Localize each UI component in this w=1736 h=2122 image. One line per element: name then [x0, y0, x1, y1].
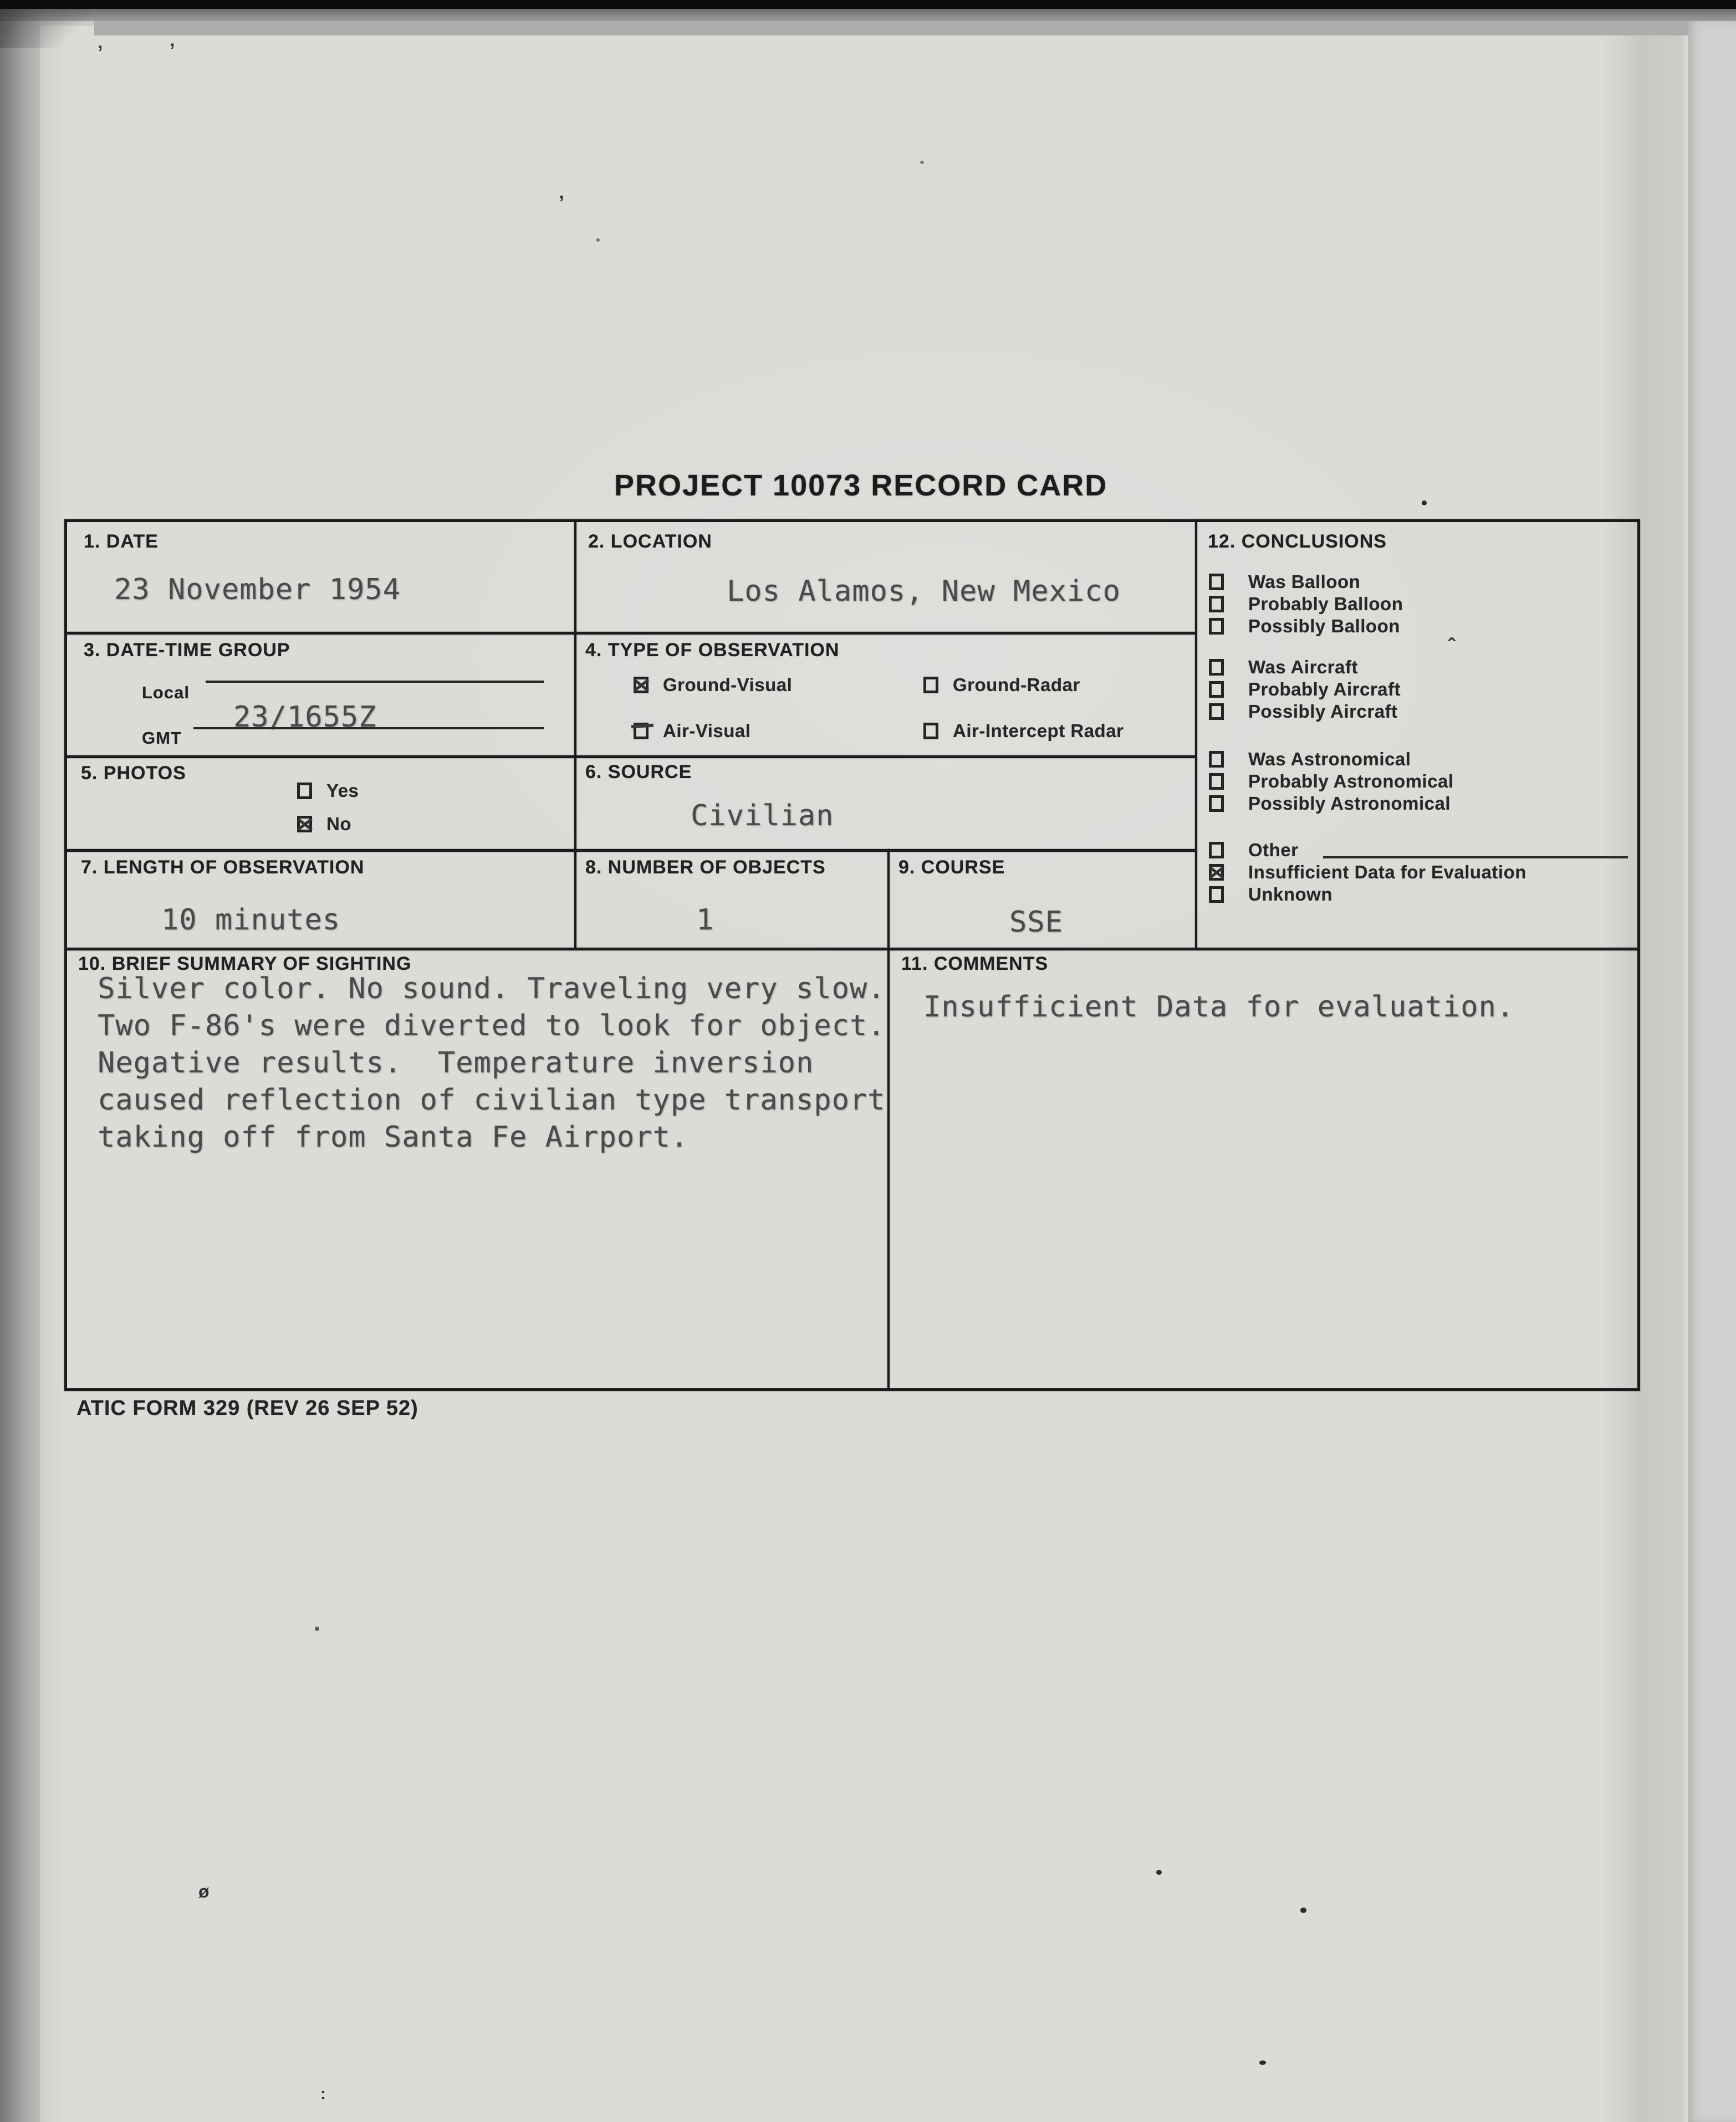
divider-row2: [67, 755, 1195, 758]
checkbox-was-astronomical: [1209, 748, 1633, 770]
scan-corner-shadow: [0, 9, 94, 48]
checkbox-label: Possibly Astronomical: [1248, 793, 1451, 814]
other-blank-line: [1323, 842, 1628, 858]
dtg-local-label: Local: [142, 683, 190, 702]
scan-speck: [1300, 1908, 1306, 1913]
dtg-gmt-label: GMT: [142, 728, 182, 748]
record-card: [64, 519, 1640, 1391]
checkbox-air-visual: [634, 720, 750, 742]
length-value: 10 minutes: [161, 903, 341, 937]
length-label: 7. LENGTH OF OBSERVATION: [81, 857, 365, 878]
checkbox-possibly-balloon: [1209, 615, 1633, 637]
scan-edge-left: [0, 9, 67, 2122]
scan-speck: ø: [198, 1881, 210, 1901]
divider-col2: [887, 849, 890, 1388]
summary-text: [98, 972, 885, 1158]
checkbox-label: Ground-Visual: [663, 674, 793, 695]
photos-label: 5. PHOTOS: [81, 763, 186, 784]
checkbox-icon: [923, 723, 938, 739]
divider-conclusions: [1195, 522, 1197, 948]
checkbox-label: Possibly Aircraft: [1248, 701, 1398, 722]
comments-value: Insufficient Data for evaluation.: [923, 990, 1515, 1024]
divider-col1: [574, 522, 576, 948]
checkbox-label: Unknown: [1248, 884, 1332, 904]
scan-speck: [1259, 2060, 1266, 2065]
checkbox-probably-balloon: [1209, 593, 1633, 615]
course-value: SSE: [1009, 906, 1063, 939]
scan-speck: [1156, 1870, 1162, 1875]
divider-row4: [67, 948, 1637, 950]
scan-speck: ’: [559, 191, 565, 214]
scan-speck: [920, 161, 924, 164]
checkbox-label: Yes: [326, 780, 359, 801]
dtg-local-line: [206, 681, 544, 683]
location-value: Los Alamos, New Mexico: [727, 575, 1121, 608]
checkbox-ground-visual: [634, 674, 792, 696]
checkbox-label: Air-Visual: [663, 720, 751, 741]
checkbox-label: Was Aircraft: [1248, 657, 1358, 677]
scan-band: [94, 21, 1736, 35]
checkbox-probably-aircraft: [1209, 678, 1633, 700]
checkbox-icon: [634, 677, 649, 693]
scan-speck: ’: [98, 42, 103, 63]
checkbox-unknown: [1209, 883, 1633, 906]
summary-label: 10. BRIEF SUMMARY OF SIGHTING: [78, 953, 412, 974]
observation-label: 4. TYPE OF OBSERVATION: [585, 640, 840, 661]
divider-row3: [67, 849, 1195, 852]
checkbox-icon: [1209, 618, 1224, 635]
checkbox-was-balloon: [1209, 571, 1633, 593]
conclusions-list: [1209, 571, 1633, 906]
checkbox-possibly-aircraft: [1209, 700, 1633, 723]
checkbox-insufficient-data: [1209, 861, 1633, 883]
checkbox-icon: [923, 677, 938, 693]
checkbox-icon: [1209, 773, 1224, 790]
checkbox-icon: [1209, 574, 1224, 590]
checkbox-label: Possibly Balloon: [1248, 616, 1400, 636]
dtg-label: 3. DATE-TIME GROUP: [84, 640, 290, 661]
location-label: 2. LOCATION: [588, 531, 712, 552]
scan-edge-right: [1688, 21, 1736, 2122]
scan-speck: ’: [170, 40, 175, 61]
summary-line: taking off from Santa Fe Airport.: [98, 1121, 689, 1154]
checkbox-icon: [1209, 795, 1224, 812]
checkbox-icon: [1209, 864, 1224, 881]
checkbox-air-intercept-radar: [923, 720, 1124, 742]
scan-speck: :: [320, 2085, 326, 2103]
summary-line: Silver color. No sound. Traveling very slow.: [98, 972, 886, 1005]
scan-edge-top-shadow: [0, 9, 1736, 21]
dtg-gmt-value: 23/1655Z: [233, 700, 377, 734]
checkbox-label: Probably Balloon: [1248, 594, 1403, 614]
objects-value: 1: [696, 903, 714, 937]
checkbox-icon: [297, 816, 312, 832]
objects-label: 8. NUMBER OF OBJECTS: [585, 857, 826, 878]
checkbox-label: Air-Intercept Radar: [953, 720, 1124, 741]
date-label: 1. DATE: [84, 531, 159, 552]
source-label: 6. SOURCE: [585, 761, 692, 783]
checkbox-icon: [1209, 659, 1224, 676]
conclusions-label: 12. CONCLUSIONS: [1208, 531, 1387, 552]
checkbox-photos-no: [297, 814, 351, 835]
checkbox-label: Insufficient Data for Evaluation: [1248, 862, 1526, 882]
checkbox-label: Was Balloon: [1248, 571, 1361, 592]
checkbox-icon: [1209, 751, 1224, 768]
checkbox-icon: [1209, 681, 1224, 698]
checkbox-label: Probably Astronomical: [1248, 771, 1454, 791]
checkbox-other: [1209, 839, 1633, 861]
checkbox-label: No: [326, 814, 351, 834]
checkbox-was-aircraft: [1209, 656, 1633, 678]
comments-label: 11. COMMENTS: [901, 953, 1049, 974]
scan-speck: ˆ: [1448, 635, 1456, 659]
summary-line: Negative results. Temperature inversion: [98, 1046, 814, 1080]
checkbox-probably-astronomical: [1209, 770, 1633, 792]
page-title: PROJECT 10073 RECORD CARD: [614, 469, 1108, 502]
checkbox-icon: [1209, 842, 1224, 858]
checkbox-label: Was Astronomical: [1248, 749, 1411, 769]
course-label: 9. COURSE: [898, 857, 1005, 878]
checkbox-label: Probably Aircraft: [1248, 679, 1401, 699]
checkbox-icon: [1209, 886, 1224, 903]
checkbox-label: Ground-Radar: [953, 674, 1080, 695]
checkbox-icon: [297, 783, 312, 799]
checkbox-photos-yes: [297, 780, 359, 801]
source-value: Civilian: [691, 799, 834, 832]
checkbox-icon: [1209, 703, 1224, 720]
checkbox-possibly-astronomical: [1209, 792, 1633, 815]
summary-line: caused reflection of civilian type transport: [98, 1083, 886, 1117]
checkbox-ground-radar: [923, 674, 1080, 696]
checkbox-icon: [1209, 596, 1224, 612]
form-number: ATIC FORM 329 (REV 26 SEP 52): [76, 1397, 418, 1420]
date-value: 23 November 1954: [114, 573, 401, 606]
scan-edge-top: [0, 0, 1736, 9]
scan-speck: [315, 1627, 319, 1631]
summary-line: Two F-86's were diverted to look for object.: [98, 1009, 886, 1042]
checkbox-label: Other: [1248, 840, 1299, 860]
scan-speck: [1422, 500, 1427, 505]
checkbox-icon: [634, 723, 649, 739]
dtg-gmt-line: [193, 727, 544, 729]
scan-speck: [596, 238, 600, 242]
divider-row1: [67, 632, 1195, 635]
